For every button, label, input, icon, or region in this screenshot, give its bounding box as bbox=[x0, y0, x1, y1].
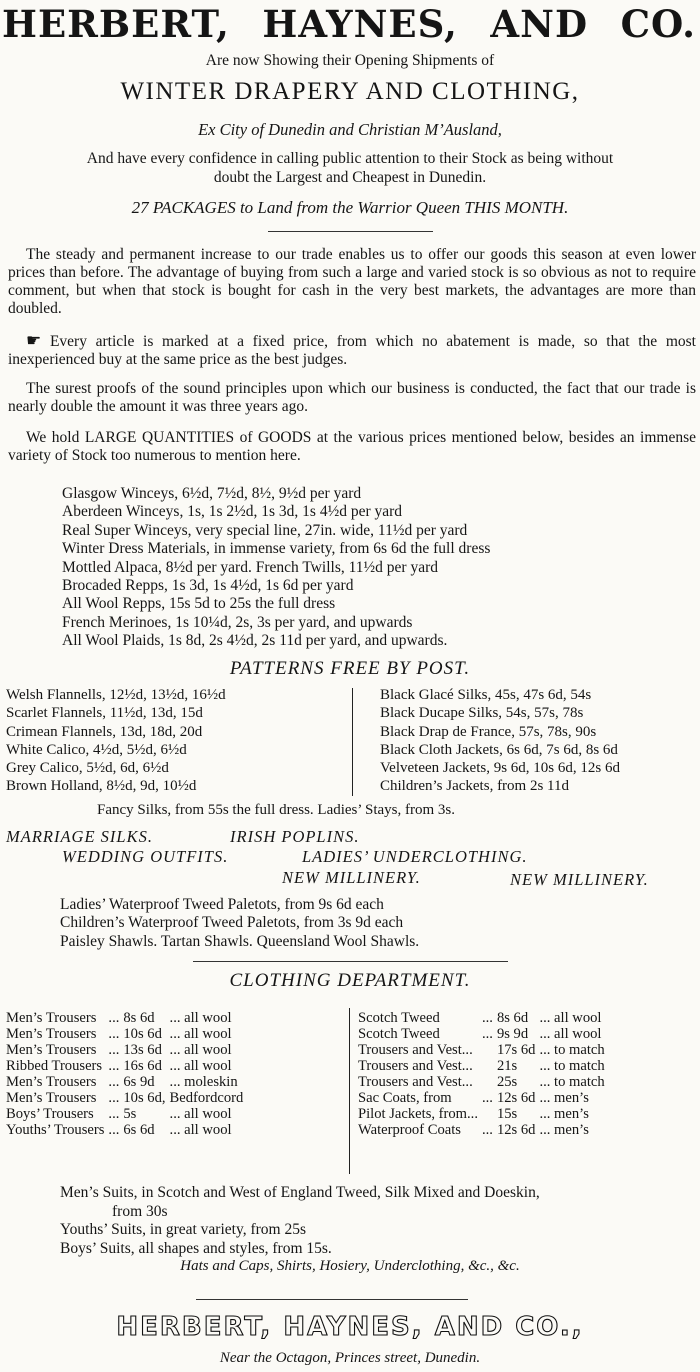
cell-note: ... all wool bbox=[169, 1058, 232, 1074]
divider bbox=[268, 231, 433, 232]
price-list bbox=[62, 485, 490, 651]
cell-dots: ... bbox=[108, 1122, 120, 1138]
list-item: Crimean Flannels, 13d, 18d, 20d bbox=[6, 723, 203, 740]
cell-price: 12s 6d bbox=[496, 1122, 536, 1138]
table-row bbox=[4, 1074, 245, 1090]
special-wedding-outfits: WEDDING OUTFITS. bbox=[62, 847, 229, 866]
cell-price: 25s bbox=[496, 1074, 518, 1090]
column-divider bbox=[349, 1008, 350, 1174]
divider bbox=[193, 961, 508, 962]
table-row bbox=[4, 1106, 245, 1122]
paragraph-quantities bbox=[8, 429, 696, 465]
list-item: Children’s Jackets, from 2s 11d bbox=[380, 778, 570, 795]
list-item: Ladies’ Waterproof Tweed Paletots, from 9s 6d each bbox=[60, 896, 384, 913]
cell-note: ... all wool bbox=[169, 1042, 232, 1058]
cell-price: 8s 6d bbox=[123, 1010, 155, 1026]
cell-item: Trousers and Vest... bbox=[358, 1042, 473, 1058]
paragraph-text: The surest proofs of the sound principles upon which our business is conducted, the fact that our trade is nearly double the amount it was three years ago. bbox=[8, 380, 696, 415]
fancy-silks-line: Fancy Silks, from 55s the full dress. Ladies’ Stays, from 3s. bbox=[97, 802, 456, 818]
table-row bbox=[356, 1074, 607, 1090]
cell-item: Men’s Trousers bbox=[6, 1026, 97, 1042]
list-item: All Wool Plaids, 1s 8d, 2s 4½d, 2s 11d per yard, and upwards. bbox=[62, 632, 448, 650]
silks-column bbox=[380, 686, 620, 796]
special-new-millinery-2: NEW MILLINERY. bbox=[510, 870, 649, 889]
cell-dots: ... bbox=[481, 1026, 493, 1042]
headline-word: HAYNES, bbox=[262, 2, 458, 46]
cell-note: Bedfordcord bbox=[169, 1090, 244, 1106]
special-marriage-silks: MARRIAGE SILKS. bbox=[6, 827, 153, 846]
list-item: Welsh Flannells, 12½d, 13½d, 16½d bbox=[6, 687, 226, 703]
suits-line: Youths’ Suits, in great variety, from 25s bbox=[60, 1221, 306, 1238]
intro-line: Are now Showing their Opening Shipments of bbox=[205, 52, 495, 69]
list-item: White Calico, 4½d, 5½d, 6½d bbox=[6, 741, 187, 758]
cell-note: ... to match bbox=[539, 1042, 605, 1058]
list-item: Black Ducape Silks, 54s, 57s, 78s bbox=[380, 705, 584, 722]
cell-price: 16s 6d bbox=[123, 1058, 162, 1074]
cell-note: ... all wool bbox=[169, 1122, 232, 1138]
cell-dots: ... bbox=[108, 1058, 120, 1074]
cell-price: 17s 6d bbox=[496, 1042, 536, 1058]
cell-dots bbox=[480, 1074, 495, 1090]
paragraph-proofs bbox=[8, 380, 696, 416]
table-row bbox=[356, 1090, 607, 1106]
table-row bbox=[4, 1090, 245, 1106]
special-ladies-underclothing: LADIES’ UNDERCLOTHING. bbox=[302, 847, 528, 866]
cell-dots bbox=[480, 1058, 495, 1074]
cell-dots: ... bbox=[481, 1090, 493, 1106]
paragraph-text: We hold LARGE QUANTITIES of GOODS at the various prices mentioned below, besides an immense variety of Stock too numerous to mention here. bbox=[8, 429, 696, 464]
cell-item: Trousers and Vest... bbox=[358, 1058, 473, 1074]
cell-item: Men’s Trousers bbox=[6, 1010, 97, 1026]
list-item: Grey Calico, 5½d, 6d, 6½d bbox=[6, 760, 169, 777]
cell-item: Scotch Tweed bbox=[358, 1010, 440, 1026]
cell-price: 12s 6d bbox=[496, 1090, 536, 1106]
cell-item: Waterproof Coats bbox=[358, 1122, 461, 1138]
cell-dots bbox=[480, 1042, 495, 1058]
cell-price: 6s 6d bbox=[123, 1122, 155, 1138]
suits-block bbox=[60, 1184, 540, 1258]
cell-note: ... all wool bbox=[169, 1026, 232, 1042]
cell-price: 15s bbox=[496, 1106, 518, 1122]
special-irish-poplins: IRISH POPLINS. bbox=[230, 827, 360, 846]
list-item: Winter Dress Materials, in immense variety, from 6s 6d the full dress bbox=[62, 540, 491, 558]
list-item: Brocaded Repps, 1s 3d, 1s 4½d, 1s 6d per yard bbox=[62, 577, 354, 595]
headline-word: CO. bbox=[620, 2, 696, 46]
cell-dots: ... bbox=[481, 1122, 493, 1138]
cell-price: 21s bbox=[496, 1058, 518, 1074]
list-item: Black Glacé Silks, 45s, 47s 6d, 54s bbox=[380, 687, 592, 703]
ship-line: Ex City of Dunedin and Christian M’Ausland, bbox=[198, 120, 502, 139]
cell-price: 5s bbox=[123, 1106, 137, 1122]
suits-line: from 30s bbox=[112, 1202, 168, 1220]
list-item: Scarlet Flannels, 11½d, 13d, 15d bbox=[6, 705, 203, 722]
divider bbox=[196, 1299, 468, 1300]
confidence-line: And have every confidence in calling public attention to their Stock as being without bbox=[86, 150, 614, 167]
cell-price: 9s 9d bbox=[496, 1026, 529, 1042]
column-divider bbox=[352, 688, 353, 796]
cell-item: Sac Coats, from bbox=[358, 1090, 452, 1106]
table-row bbox=[4, 1026, 245, 1042]
cell-dots: ... bbox=[481, 1010, 493, 1026]
cell-item: Boys’ Trousers bbox=[6, 1106, 94, 1122]
cell-price: 8s 6d bbox=[496, 1010, 529, 1026]
cell-item: Scotch Tweed bbox=[358, 1026, 440, 1042]
headline-word: HERBERT, bbox=[2, 2, 230, 46]
cell-item: Ribbed Trousers bbox=[6, 1058, 103, 1074]
cell-price: 10s 6d, bbox=[123, 1090, 166, 1106]
cell-item: Men’s Trousers bbox=[6, 1090, 97, 1106]
cell-item: Trousers and Vest... bbox=[358, 1074, 473, 1090]
list-item: Aberdeen Winceys, 1s, 1s 2½d, 1s 3d, 1s 4½d per yard bbox=[62, 503, 403, 521]
cell-note: ... all wool bbox=[169, 1106, 232, 1122]
cell-item: Men’s Trousers bbox=[6, 1042, 97, 1058]
list-item: Children’s Waterproof Tweed Paletots, from 3s 9d each bbox=[60, 914, 404, 932]
cell-note: ... moleskin bbox=[169, 1074, 238, 1090]
cell-note: ... men’s bbox=[539, 1106, 589, 1122]
clothing-left-table bbox=[4, 1010, 245, 1138]
list-item: Glasgow Winceys, 6½d, 7½d, 8½, 9½d per yard bbox=[62, 485, 362, 502]
cell-note: ... men’s bbox=[539, 1122, 589, 1138]
cell-item: Pilot Jackets, from... bbox=[358, 1106, 478, 1122]
list-item: French Merinoes, 1s 10¼d, 2s, 3s per yard, and upwards bbox=[62, 613, 413, 631]
cell-note: ... all wool bbox=[169, 1010, 232, 1026]
suits-line: Men’s Suits, in Scotch and West of England Tweed, Silk Mixed and Doeskin, bbox=[60, 1184, 540, 1201]
cell-item: Men’s Trousers bbox=[6, 1074, 97, 1090]
cell-note: ... all wool bbox=[539, 1010, 602, 1026]
cell-price: 13s 6d bbox=[123, 1042, 162, 1058]
table-row bbox=[4, 1058, 245, 1074]
cell-dots bbox=[480, 1106, 495, 1122]
cell-dots: ... bbox=[108, 1106, 120, 1122]
waterproof-list bbox=[60, 896, 419, 951]
headline-word: AND bbox=[490, 2, 589, 46]
clothing-right-table bbox=[356, 1010, 607, 1138]
cell-item: Youths’ Trousers bbox=[6, 1122, 105, 1138]
table-row bbox=[356, 1042, 607, 1058]
cell-price: 6s 9d bbox=[123, 1074, 155, 1090]
paragraph-text: Every article is marked at a fixed price, from which no abatement is made, so that the most inexperienced buy at the same price as the best judges. bbox=[8, 333, 696, 368]
cell-dots: ... bbox=[108, 1026, 120, 1042]
flannels-column bbox=[6, 686, 226, 796]
footer-company-name: HERBERT, HAYNES, AND CO., bbox=[116, 1312, 584, 1342]
table-row bbox=[4, 1010, 245, 1026]
cell-note: ... to match bbox=[539, 1058, 605, 1074]
cell-dots: ... bbox=[108, 1010, 120, 1026]
cell-price: 10s 6d bbox=[123, 1026, 162, 1042]
table-row bbox=[356, 1010, 607, 1026]
list-item: Black Drap de France, 57s, 78s, 90s bbox=[380, 723, 597, 740]
list-item: All Wool Repps, 15s 5d to 25s the full dress bbox=[62, 595, 336, 613]
table-row bbox=[356, 1026, 607, 1042]
table-row bbox=[356, 1058, 607, 1074]
table-row bbox=[356, 1122, 607, 1138]
table-row bbox=[356, 1106, 607, 1122]
patterns-heading: PATTERNS FREE BY POST. bbox=[229, 658, 471, 679]
hats-line: Hats and Caps, Shirts, Hosiery, Underclothing, &c., &c. bbox=[180, 1258, 520, 1274]
table-row bbox=[4, 1122, 245, 1138]
subheading: WINTER DRAPERY AND CLOTHING, bbox=[120, 78, 580, 105]
clothing-heading: CLOTHING DEPARTMENT. bbox=[229, 970, 471, 991]
suits-line: Boys’ Suits, all shapes and styles, from 15s. bbox=[60, 1239, 332, 1257]
pointing-hand-icon: ☛ bbox=[26, 331, 42, 350]
packages-line: 27 PACKAGES to Land from the Warrior Queen THIS MONTH. bbox=[131, 198, 569, 217]
cell-note: ... all wool bbox=[539, 1026, 602, 1042]
cell-note: ... to match bbox=[539, 1074, 605, 1090]
cell-dots: ... bbox=[108, 1074, 120, 1090]
list-item: Black Cloth Jackets, 6s 6d, 7s 6d, 8s 6d bbox=[380, 741, 618, 758]
list-item: Real Super Winceys, very special line, 27in. wide, 11½d per yard bbox=[62, 521, 468, 539]
list-item: Mottled Alpaca, 8½d per yard. French Twills, 11½d per yard bbox=[62, 558, 438, 576]
paragraph-trade bbox=[8, 246, 696, 318]
list-item: Velveteen Jackets, 9s 6d, 10s 6d, 12s 6d bbox=[380, 760, 620, 777]
cell-dots: ... bbox=[108, 1090, 120, 1106]
list-item: Paisley Shawls. Tartan Shawls. Queensland Wool Shawls. bbox=[60, 932, 420, 950]
cell-note: ... men’s bbox=[539, 1090, 589, 1106]
headline bbox=[0, 2, 700, 46]
paragraph-fixed-price bbox=[8, 332, 696, 369]
confidence-line-2: doubt the Largest and Cheapest in Dunedin. bbox=[213, 169, 487, 186]
cell-dots: ... bbox=[108, 1042, 120, 1058]
special-new-millinery: NEW MILLINERY. bbox=[282, 868, 421, 887]
footer-address: Near the Octagon, Princes street, Dunedin. bbox=[219, 1350, 481, 1366]
list-item: Brown Holland, 8½d, 9d, 10½d bbox=[6, 778, 197, 795]
table-row bbox=[4, 1042, 245, 1058]
paragraph-text: The steady and permanent increase to our trade enables us to offer our goods this season at even lower prices than before. The advantage of buying from such a large and varied stock is so obvious as not to require comment, but when that stock is bought for cash in the very best markets, the advantages are more than doubled. bbox=[8, 246, 696, 317]
